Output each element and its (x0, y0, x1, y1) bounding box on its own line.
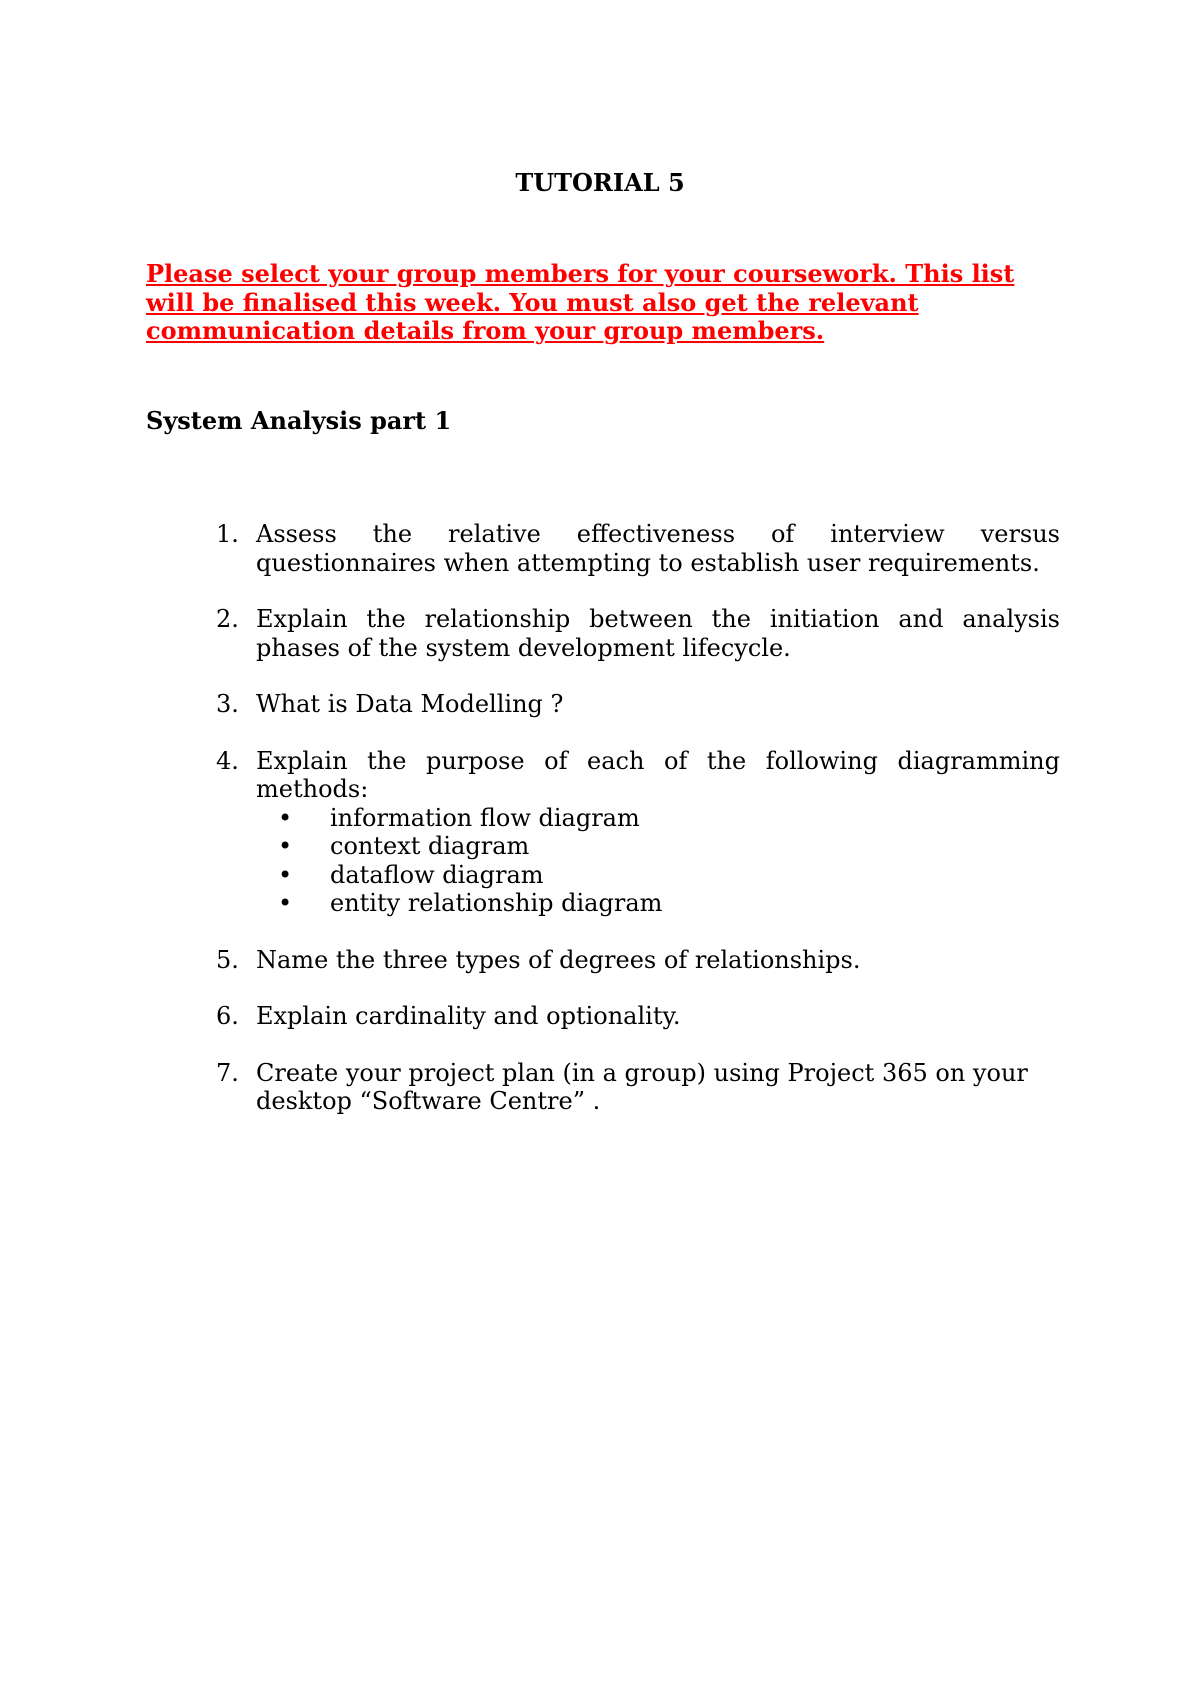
bullet-icon: • (278, 803, 293, 832)
page-title: TUTORIAL 5 (515, 168, 685, 197)
notice-line: Please select your group members for your coursework. This list (146, 259, 1015, 288)
question-item-7 (146, 1059, 1060, 1116)
question-item-5 (146, 946, 1060, 975)
diagram-method-list (256, 804, 1060, 918)
question-text: Explain cardinality and optionality. (256, 1002, 681, 1030)
question-item-2 (146, 605, 1060, 662)
bullet-text: dataflow diagram (330, 860, 544, 889)
question-number: 6. (216, 1002, 239, 1030)
bullet-icon: • (278, 860, 293, 889)
section-heading: System Analysis part 1 (146, 406, 452, 435)
notice-line: communication details from your group members. (146, 316, 825, 345)
list-item (256, 889, 1060, 918)
question-text: Create your project plan (in a group) using Project 365 on your (256, 1058, 1028, 1087)
question-number: 1. (216, 520, 239, 548)
list-item (256, 861, 1060, 890)
question-text: Explain the relationship between the initiation and analysis (256, 605, 1060, 633)
question-item-4 (146, 747, 1060, 918)
list-item (256, 804, 1060, 833)
group-notice (146, 260, 1076, 346)
question-item-6 (146, 1002, 1060, 1031)
question-text: Assess the relative effectiveness of interview versus (256, 520, 1060, 548)
question-number: 3. (216, 690, 239, 718)
question-text: phases of the system development lifecycle. (256, 633, 791, 662)
question-number: 4. (216, 746, 239, 775)
question-text: methods: (256, 775, 369, 803)
bullet-icon: • (278, 832, 293, 860)
question-text: questionnaires when attempting to establish user requirements. (256, 548, 1040, 577)
question-text: What is Data Modelling ? (256, 690, 564, 718)
question-item-1 (146, 520, 1060, 577)
notice-line: will be finalised this week. You must also get the relevant (146, 287, 919, 317)
question-list (146, 520, 1060, 1144)
list-item (256, 832, 1060, 861)
question-text: desktop “Software Centre” . (256, 1087, 601, 1115)
question-item-3 (146, 690, 1060, 719)
bullet-text: context diagram (330, 832, 530, 860)
bullet-text: information flow diagram (330, 803, 640, 832)
question-number: 5. (216, 945, 239, 974)
question-text: Explain the purpose of each of the following diagramming (256, 746, 1060, 775)
question-text: Name the three types of degrees of relationships. (256, 945, 861, 974)
question-number: 2. (216, 605, 239, 633)
bullet-icon: • (278, 889, 293, 917)
bullet-text: entity relationship diagram (330, 889, 663, 917)
question-number: 7. (216, 1058, 239, 1087)
